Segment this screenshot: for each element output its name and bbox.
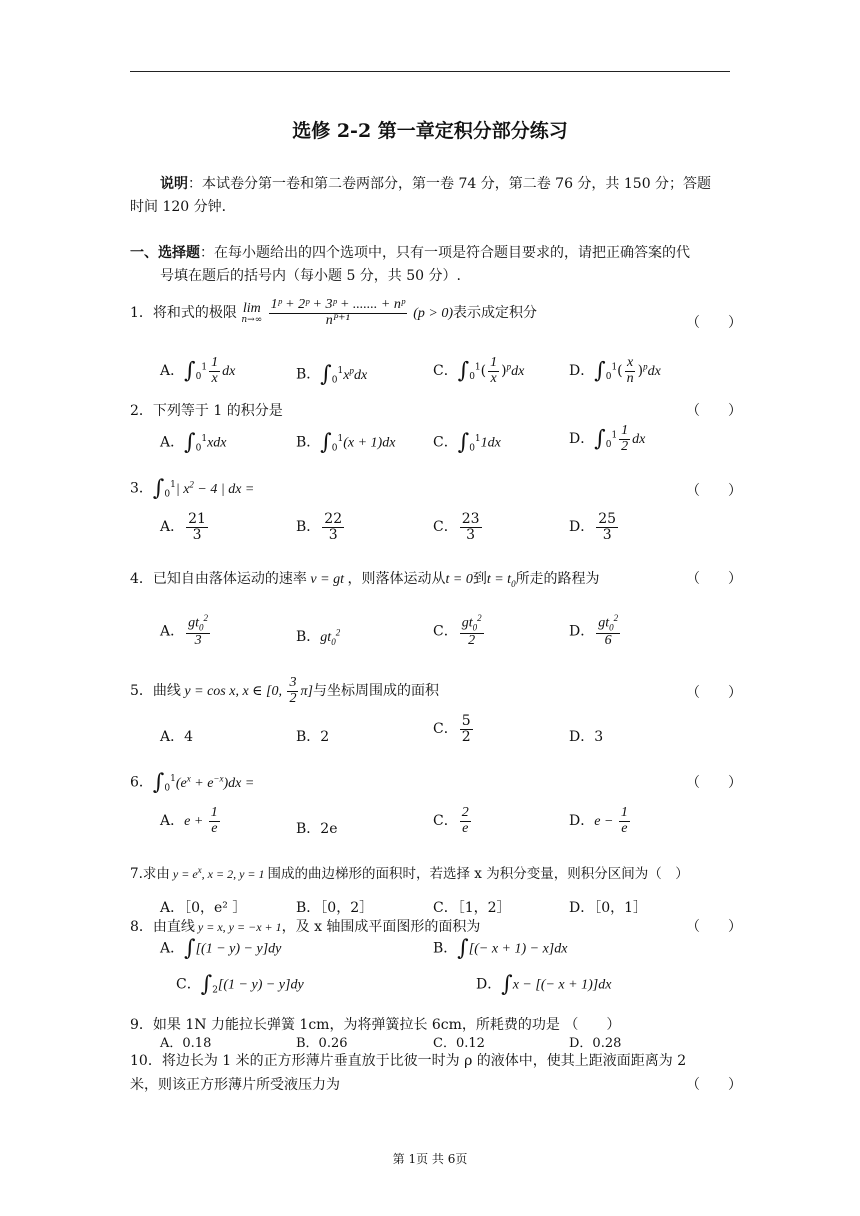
question-3: 3．$\int_0^1|$ $x^2 - 4$ | dx = bbox=[130, 476, 255, 501]
q8-option-c[interactable]: C．$\int_2[(1 - y) - y]dy$ bbox=[176, 972, 304, 997]
question-10: 10．将边长为 1 米的正方形薄片垂直放于比彼一时为 ρ 的液体中，使其上距液面距离为 2 bbox=[130, 1053, 687, 1069]
intro-text: ：本试卷分第一卷和第二卷两部分，第一卷 74 分，第二卷 76 分，共 150 分；答题 bbox=[188, 176, 712, 192]
q5-option-b[interactable]: B．2 bbox=[296, 729, 330, 745]
question-2: 2．下列等于 1 的积分是 bbox=[130, 403, 283, 419]
page-footer: 第 1页 共 6页 bbox=[392, 1152, 468, 1166]
q7-option-d[interactable]: D．［0，1］ bbox=[569, 900, 648, 916]
intro-paragraph bbox=[130, 173, 730, 195]
q1-option-c[interactable]: C．$\int_0^1$( $\frac{1}{x}$ )$^p$dx bbox=[433, 355, 525, 386]
answer-paren-10[interactable]: （ ） bbox=[686, 1077, 742, 1093]
q8-option-b[interactable]: B．∫[(− x + 1) − x]dx bbox=[433, 936, 568, 961]
q3-option-c[interactable]: C． $\frac{23}{3}$ bbox=[433, 511, 480, 543]
intro-line2: 时间 120 分钟． bbox=[130, 199, 236, 215]
page-title: 选修 2-2 第一章定积分部分练习 bbox=[292, 120, 568, 142]
q1-fraction: $\frac{\text{1ᵖ + 2ᵖ + 3ᵖ + ....... + nᵖ}}{\text{nᴾ⁺¹}}$ bbox=[270, 297, 405, 328]
q8-option-a[interactable]: A．∫[(1 − y) − y]dy bbox=[160, 936, 282, 961]
q1-option-d[interactable]: D．$\int_0^1$( $\frac{x}{n}$ )$^p$dx bbox=[569, 355, 661, 386]
question-5: 5．曲线 y = cos x, x ∈ [0, $\frac{3}{2}$ π]与坐标周围成的面积 bbox=[130, 675, 439, 706]
answer-paren-4[interactable]: （ ） bbox=[686, 571, 742, 587]
q4-option-c[interactable]: C． $\frac{gt_0^2}{2}$ bbox=[433, 613, 482, 648]
q9-option-c[interactable]: C．0.12 bbox=[433, 1036, 485, 1051]
q9-option-a[interactable]: A．0.18 bbox=[160, 1036, 212, 1051]
header-rule bbox=[130, 71, 730, 72]
question-8: 8．由直线 y = x, y = −x + 1，及 x 轴围成平面图形的面积为 bbox=[130, 919, 481, 935]
question-9: 9．如果 1N 力能拉长弹簧 1cm，为将弹簧拉长 6cm，所耗费的功是 （ ） bbox=[130, 1017, 621, 1033]
q5-option-a[interactable]: A．4 bbox=[160, 729, 194, 745]
section-line2: 号填在题后的括号内（每小题 5 分，共 50 分）. bbox=[160, 268, 461, 284]
q2-option-a[interactable]: A．$\int_0^1xdx$ bbox=[160, 430, 227, 455]
q7-option-b[interactable]: B．［0，2］ bbox=[296, 900, 374, 916]
q4-option-d[interactable]: D． $\frac{gt_0^2}{6}$ bbox=[569, 613, 619, 648]
section-heading: 一、选择题：在每小题给出的四个选项中，只有一项是符合题目要求的，请把正确答案的代 bbox=[130, 245, 690, 261]
answer-paren-5[interactable]: （ ） bbox=[686, 685, 742, 701]
answer-paren-2[interactable]: （ ） bbox=[686, 403, 742, 419]
q6-option-d[interactable]: D．e − $\frac{1}{e}$ bbox=[569, 805, 628, 836]
q7-option-c[interactable]: C．［1，2］ bbox=[433, 900, 511, 916]
q4-option-b[interactable]: B．$gt_0^2$ bbox=[296, 627, 341, 647]
section-label: 一、选择题 bbox=[130, 245, 200, 261]
answer-paren-3[interactable]: （ ） bbox=[686, 483, 742, 499]
q2-option-c[interactable]: C．$\int_0^11dx$ bbox=[433, 430, 501, 455]
q6-option-a[interactable]: A．e + $\frac{1}{e}$ bbox=[160, 805, 218, 836]
q8-option-d[interactable]: D．∫x − [(− x + 1)]dx bbox=[476, 972, 612, 997]
q2-option-b[interactable]: B．$\int_0^1(x + 1)dx$ bbox=[296, 430, 396, 455]
q6-option-c[interactable]: C． $\frac{2}{e}$ bbox=[433, 805, 469, 836]
q7-option-a[interactable]: A．［0，e² ］ bbox=[160, 900, 247, 916]
limit-symbol: lim n→∞ bbox=[241, 300, 263, 325]
q1-option-b[interactable]: B．$\int_0^1x^pdx$ bbox=[296, 362, 368, 387]
q1-option-a[interactable]: A．$\int_0^1$ $\frac{1}{x}$ dx bbox=[160, 355, 236, 386]
question-6: 6．$\int_0^1(e^x + e^{-x})dx$ = bbox=[130, 770, 255, 795]
q5-option-c[interactable]: C． $\frac{5}{2}$ bbox=[433, 713, 471, 745]
q9-option-b[interactable]: B．0.26 bbox=[296, 1036, 348, 1051]
question-7: 7.求由 $y = e^x$, x = 2, y = 1 围成的曲边梯形的面积时，若选择 x 为积分变量，则积分区间为（ ） bbox=[130, 865, 689, 882]
intro-label: 说明 bbox=[160, 176, 188, 192]
q6-option-b[interactable]: B．2e bbox=[296, 821, 338, 837]
question-10-line2: 米，则该正方形薄片所受液压力为 bbox=[130, 1077, 340, 1093]
q3-option-a[interactable]: A． $\frac{21}{3}$ bbox=[160, 511, 206, 543]
question-1: 1．将和式的极限 lim n→∞ $\frac{\text{1ᵖ + 2ᵖ + 3ᵖ + ....... + nᵖ}}{\text{nᴾ⁺¹}}$ (p > 0)表示成定积分 bbox=[130, 297, 538, 328]
q2-option-d[interactable]: D．$\int_0^1$ $\frac{1}{2}$ dx bbox=[569, 423, 646, 454]
q3-option-d[interactable]: D． $\frac{25}{3}$ bbox=[569, 511, 617, 543]
answer-paren-1[interactable]: （ ） bbox=[686, 315, 742, 331]
q9-option-d[interactable]: D．0.28 bbox=[569, 1036, 622, 1051]
question-4: 4．已知自由落体运动的速率 v = gt ，则落体运动从t = 0到$t = t_0$所走的路程为 bbox=[130, 571, 600, 589]
answer-paren-8[interactable]: （ ） bbox=[686, 919, 742, 935]
answer-paren-6[interactable]: （ ） bbox=[686, 775, 742, 791]
q5-option-d[interactable]: D．3 bbox=[569, 729, 604, 745]
q3-option-b[interactable]: B． $\frac{22}{3}$ bbox=[296, 511, 343, 543]
q4-option-a[interactable]: A． $\frac{gt_0^2}{3}$ bbox=[160, 613, 209, 648]
